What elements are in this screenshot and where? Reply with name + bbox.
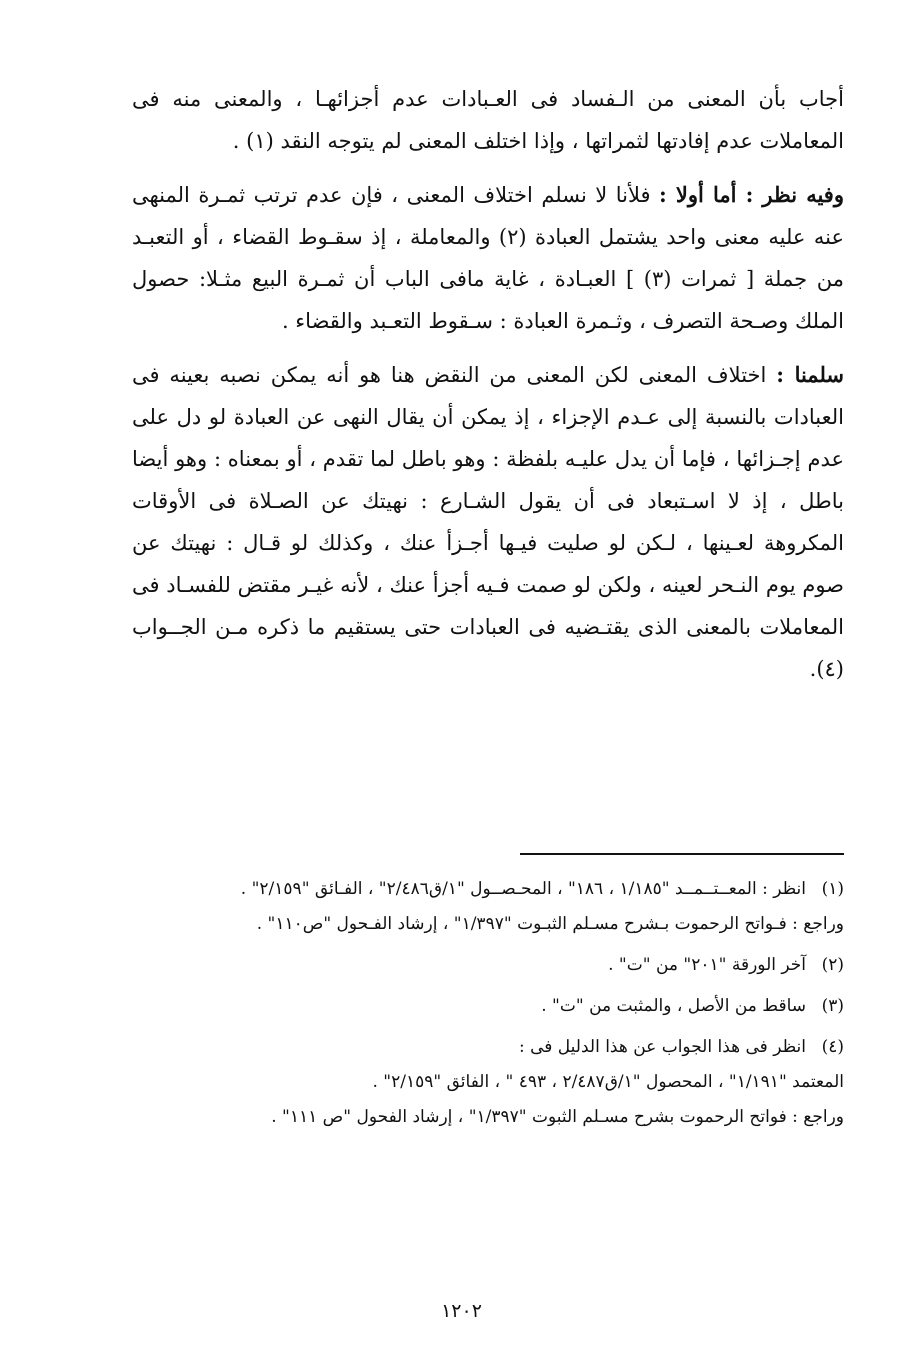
footnote-2 [132,948,844,983]
footnote-continuation: وراجع : فـواتح الرحموت بـشرح مسـلم الثبـوت "١/٣٩٧" ، إرشاد الفـحول "ص١١٠" . [256,914,844,934]
footnote-4 [132,1030,844,1135]
paragraph-1 [132,78,844,162]
paragraph-3-lead: سلمنا : [776,362,844,387]
footnote-number: (٢) [821,955,844,975]
paragraph-3 [132,354,844,690]
paragraph-2-text: فلأنا لا نسلم اختلاف المعنى ، فإن عدم ترتب ثمـرة المنهى عنه عليه معنى واحد يشتمل العبادة (٢) والمعاملة ، إذ سقـوط القضاء ، أو التعبـد من جملة [ ثمرات (٣) ] العبـادة ، غاية مافى الباب أن ثمـرة البيع مثـلا: حصول الملك وصـحة التصرف ، وثـمرة العبادة : سـقوط التعـبد والقضاء . [132,183,844,333]
footnote-1 [132,872,844,942]
paragraph-1-text: أجاب بأن المعنى من الـفساد فى العـبادات عدم أجزائهـا ، والمعنى منه فى المعاملات عدم إفادتها لثمراتها ، وإذا اختلف المعنى لم يتوجه النقد (١) . [132,87,844,153]
paragraph-3-text: اختلاف المعنى لكن المعنى من النقض هنا هو أنه يمكن نصبه بعينه فى العبادات بالنسبة إلى عـدم الإجزاء ، إذ يمكن أن يقال النهى عن العبادة لو دل على عدم إجـزائها ، فإما أن يدل عليـه بلفظة : وهو باطل لما تقدم ، أو بمعناه : وهو أيضا باطل ، إذ لا اسـتبعاد فى أن يقول الشـارع : نهيتك عن الصـلاة فى الأوقات المكروهة لعـينها ، لـكن لو صليت فيـها أجـزأ عنك ، وكذلك لو قـال : نهيتك عن صوم يوم النـحر لعينه ، ولكن لو صمت فـيه أجزأ عنك ، لأنه غيـر مقتض للفسـاد فى المعاملات بالمعنى الذى يقتـضيه فى العبادات حتى يستقيم ما ذكره مـن الجــواب (٤). [132,363,844,681]
footnote-number: (٤) [821,1037,844,1057]
paragraph-2-lead: وفيه نظر : أما أولا : [659,182,844,207]
footnote-number: (٣) [821,996,844,1016]
footnote-text: انظر فى هذا الجواب عن هذا الدليل فى : [518,1037,806,1057]
main-text [132,78,844,702]
footnote-text: ساقط من الأصل ، والمثبت من "ت" . [541,996,806,1016]
footnotes [132,872,844,1141]
footnote-number: (١) [821,879,844,899]
footnote-text: آخر الورقة "٢٠١" من "ت" . [608,955,806,975]
footnote-continuation: المعتمد "١/١٩١" ، المحصول "١/ق٢/٤٨٧ ، ٤٩٣ " ، الفائق "٢/١٥٩" . [372,1072,844,1092]
paragraph-2 [132,174,844,342]
footnote-3 [132,989,844,1024]
footnote-continuation-2: وراجع : فواتح الرحموت بشرح مسـلم الثبوت "١/٣٩٧" ، إرشاد الفحول "ص ١١١" . [271,1107,844,1127]
page-number: ١٢٠٢ [441,1300,482,1322]
footnote-divider [520,853,844,855]
footnote-text: انظر : المعــتــمــد "١/١٨٥ ، ١٨٦" ، المحـصــول "١/ق٢/٤٨٦" ، الفـائق "٢/١٥٩" . [240,879,806,899]
